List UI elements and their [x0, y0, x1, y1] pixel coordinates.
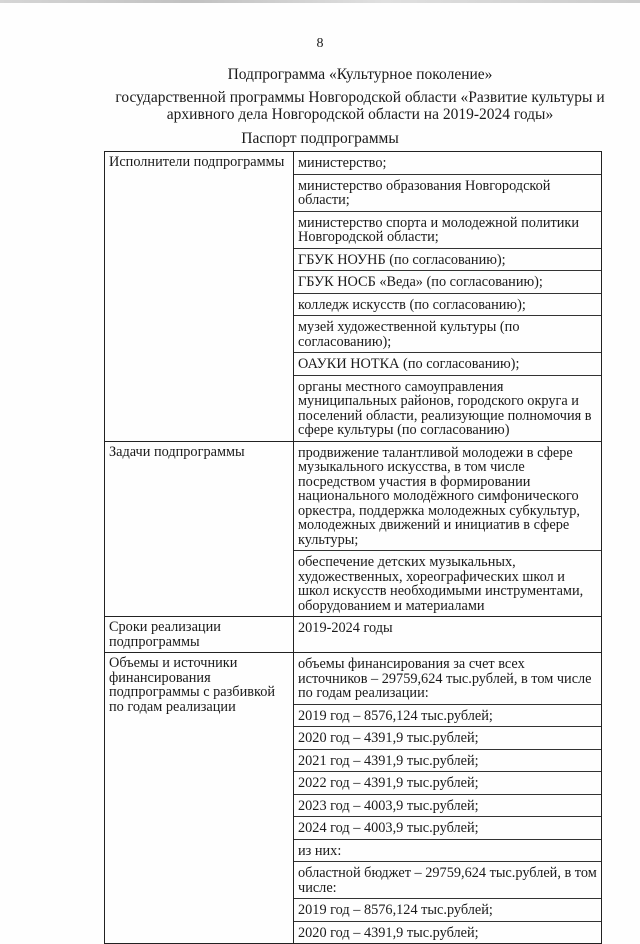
table-row	[105, 617, 602, 653]
program-title: государственной программы Новгородской области «Развитие культуры и архивного дела Новгородской области на 2019-2024 годы»	[115, 89, 605, 123]
row-label: Исполнители подпрограммы	[105, 152, 294, 442]
value-cell: 2019-2024 годы	[298, 620, 393, 636]
row-label: Объемы и источники финансирования подпрограммы с разбивкой по годам реализации	[105, 653, 294, 944]
value-cell: продвижение талантливой молодежи в сфере музыкального искусства, в том числе посредством участия в формировании национального молодёжного симфонического оркестра, поддержка молодежных субкультур, молодежных движений и инициатив в сфере культуры;	[298, 444, 581, 548]
value-cell: музей художественной культуры (по согласованию);	[294, 315, 601, 352]
table-row	[105, 152, 602, 442]
row-values	[294, 617, 602, 653]
value-cell: ОАУКИ НОТКА (по согласованию);	[294, 352, 601, 375]
passport-table	[104, 151, 602, 944]
value-cell: обеспечение детских музыкальных, художественных, хореографических школ и школ искусств необходимыми инструментами, оборудованием и материалами	[294, 550, 601, 616]
subprogram-title: Подпрограмма «Культурное поколение»	[227, 66, 493, 83]
value-cell: 2023 год – 4003,9 тыс.рублей;	[294, 794, 601, 817]
row-label: Задачи подпрограммы	[105, 441, 294, 617]
value-cell: 2022 год – 4391,9 тыс.рублей;	[294, 771, 601, 794]
row-values	[294, 441, 602, 617]
value-cell: ГБУК НОУНБ (по согласованию);	[294, 248, 601, 271]
value-cell: колледж искусств (по согласованию);	[294, 293, 601, 316]
value-cell: 2020 год – 4391,9 тыс.рублей;	[294, 921, 601, 944]
value-cell: 2019 год – 8576,124 тыс.рублей;	[294, 898, 601, 921]
row-values	[294, 152, 602, 442]
value-cell: министерство спорта и молодежной политики Новгородской области;	[294, 211, 601, 248]
value-cell: 2019 год – 8576,124 тыс.рублей;	[294, 704, 601, 727]
value-cell: 2021 год – 4391,9 тыс.рублей;	[294, 749, 601, 772]
value-cell: министерство образования Новгородской области;	[294, 174, 601, 211]
value-cell: из них:	[294, 839, 601, 862]
table-row	[105, 441, 602, 617]
value-cell: ГБУК НОСБ «Веда» (по согласованию);	[294, 270, 601, 293]
value-cell: объемы финансирования за счет всех источников – 29759,624 тыс.рублей, в том числе по годам реализации:	[298, 656, 592, 701]
page-number: 8	[316, 36, 324, 51]
row-label: Сроки реализации подпрограммы	[105, 617, 294, 653]
value-cell: 2024 год – 4003,9 тыс.рублей;	[294, 816, 601, 839]
passport-heading: Паспорт подпрограммы	[241, 130, 399, 147]
value-cell: 2020 год – 4391,9 тыс.рублей;	[294, 726, 601, 749]
value-cell: министерство;	[298, 155, 387, 171]
document-title	[100, 66, 620, 123]
row-values	[294, 653, 602, 944]
scan-edge	[0, 0, 640, 3]
value-cell: органы местного самоуправления муниципальных районов, городского округа и поселений области, реализующие полномочия в сфере культуры (по согласованию)	[294, 375, 601, 441]
table-row	[105, 653, 602, 944]
value-cell: областной бюджет – 29759,624 тыс.рублей, в том числе:	[294, 861, 601, 898]
